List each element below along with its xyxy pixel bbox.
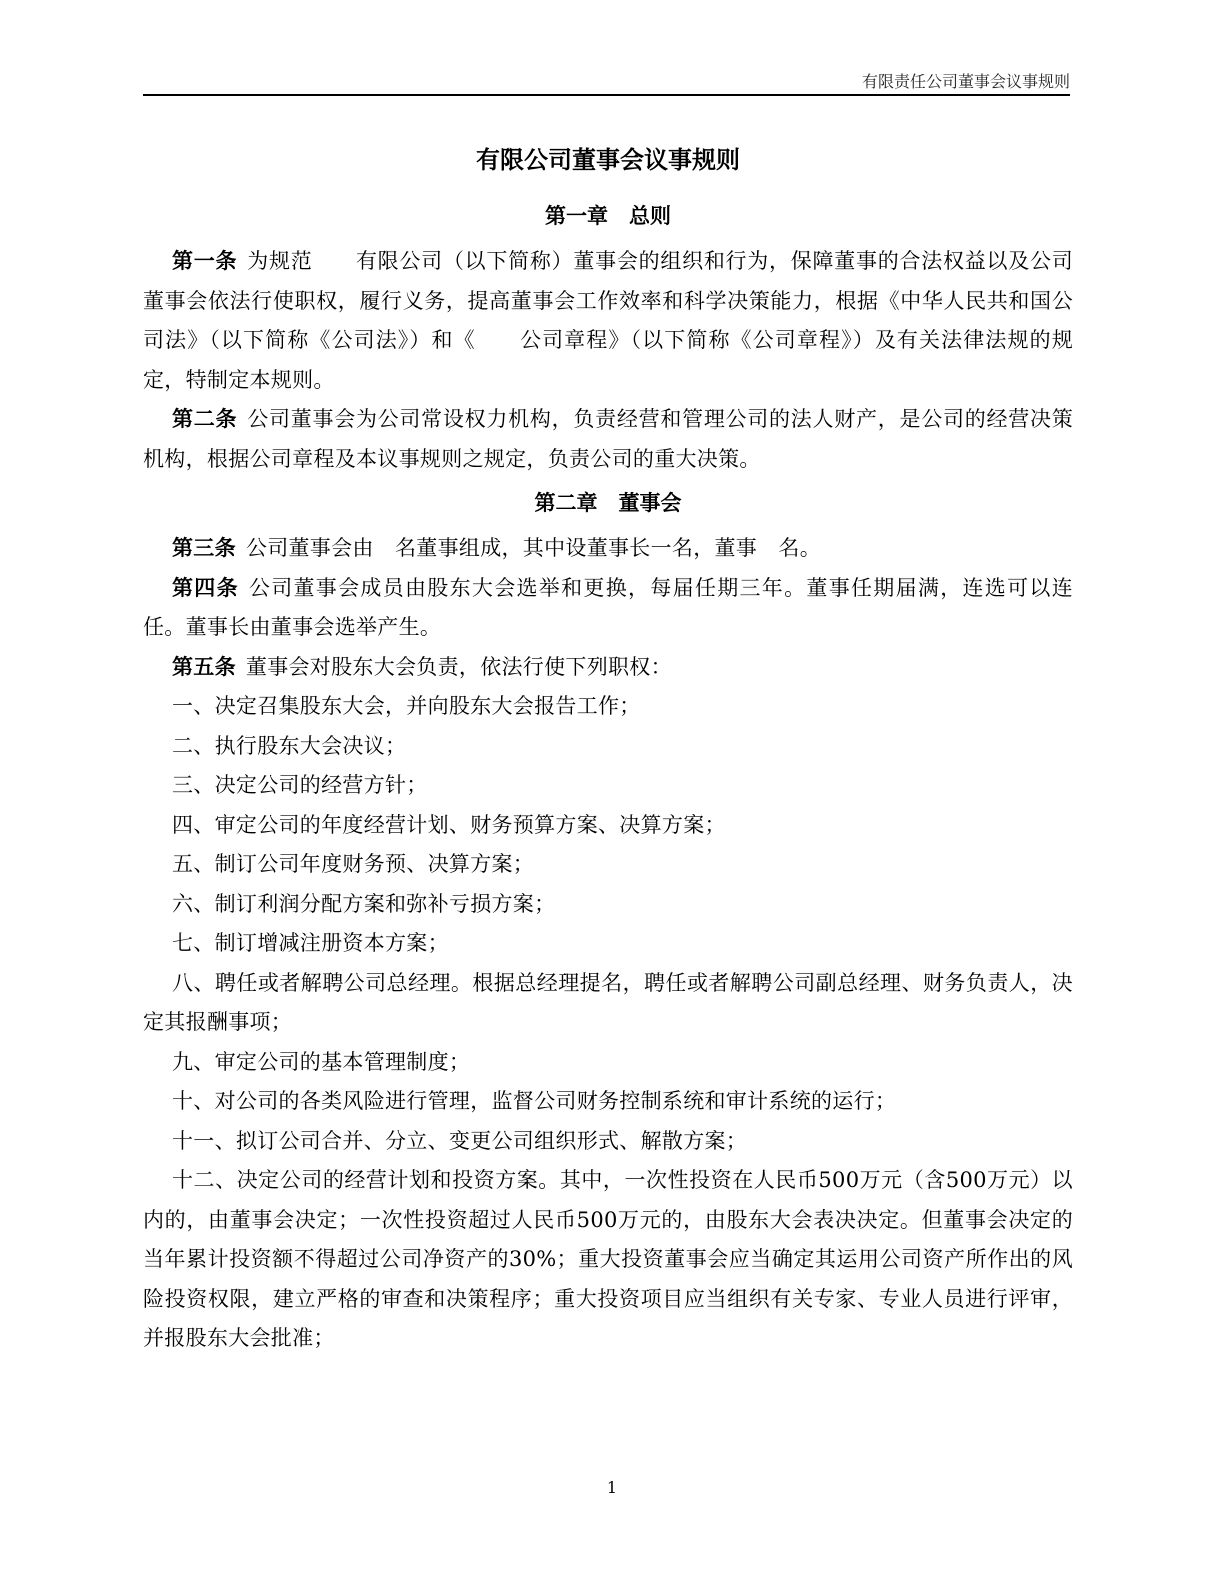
power-item-11: 十一、拟订公司合并、分立、变更公司组织形式、解散方案； [172,1128,748,1153]
power-item-3: 三、决定公司的经营方针； [172,773,428,797]
article-5 [143,648,1073,688]
page-number: 1 [606,1478,618,1497]
document-title: 有限公司董事会议事规则 [476,146,740,174]
article-4-text: 公司董事会成员由股东大会选举和更换，每届任期三年。董事任期届满，连选可以连任。董事长由董事会选举产生。 [143,575,1073,639]
power-item-5: 五、制订公司年度财务预、决算方案； [172,852,535,876]
article-3-label: 第三条 [172,536,236,560]
running-header: 有限责任公司董事会议事规则 [861,72,1070,91]
power-item-2: 二、执行股东大会决议； [172,733,407,758]
article-1-label: 第一条 [172,249,238,273]
article-2 [143,400,1073,479]
power-item-6: 六、制订利润分配方案和弥补亏损方案； [172,891,556,916]
power-item-8: 八、聘任或者解聘公司总经理。根据总经理提名，聘任或者解聘公司副总经理、财务负责人，决定其报酬事项； [143,970,1073,1034]
chapter-2-heading: 第二章 董事会 [534,491,682,515]
article-1-text: 为规范 有限公司（以下简称）董事会的组织和行为，保障董事的合法权益以及公司董事会依法行使职权，履行义务，提高董事会工作效率和科学决策能力，根据《中华人民共和国公司法》（以下简称《公司法》）和《 公司章程》（以下简称《公司章程》）及有关法律法规的规定，特制定本规则。 [143,249,1073,392]
document-body [143,140,1073,1359]
power-item-12: 十二、决定公司的经营计划和投资方案。其中，一次性投资在人民币500万元（含500万元）以内的，由董事会决定；一次性投资超过人民币500万元的，由股东大会表决决定。但董事会决定的当年累计投资额不得超过公司净资产的30%；重大投资董事会应当确定其运用公司资产所作出的风险投资权限，建立严格的审查和决策程序；重大投资项目应当组织有关专家、专业人员进行评审，并报股东大会批准； [143,1168,1073,1350]
power-item-1: 一、决定召集股东大会，并向股东大会报告工作； [172,694,641,718]
power-item-7: 七、制订增减注册资本方案； [172,931,449,955]
article-5-label: 第五条 [172,654,236,679]
article-2-text: 公司董事会为公司常设权力机构，负责经营和管理公司的法人财产，是公司的经营决策机构，根据公司章程及本议事规则之规定，负责公司的重大决策。 [143,407,1073,471]
article-1 [143,242,1073,400]
article-3-text: 公司董事会由 名董事组成，其中设董事长一名，董事 名。 [245,536,822,560]
chapter-1-heading: 第一章 总则 [545,204,671,228]
power-item-10: 十、对公司的各类风险进行管理，监督公司财务控制系统和审计系统的运行； [172,1089,897,1113]
article-3 [143,529,1073,569]
article-4-label: 第四条 [172,575,239,600]
header-divider [143,94,1070,96]
power-item-9: 九、审定公司的基本管理制度； [172,1049,471,1074]
article-2-label: 第二条 [172,407,238,431]
power-item-4: 四、审定公司的年度经营计划、财务预算方案、决算方案； [172,812,726,837]
article-4 [143,569,1073,648]
article-5-text: 董事会对股东大会负责，依法行使下列职权： [245,654,672,679]
